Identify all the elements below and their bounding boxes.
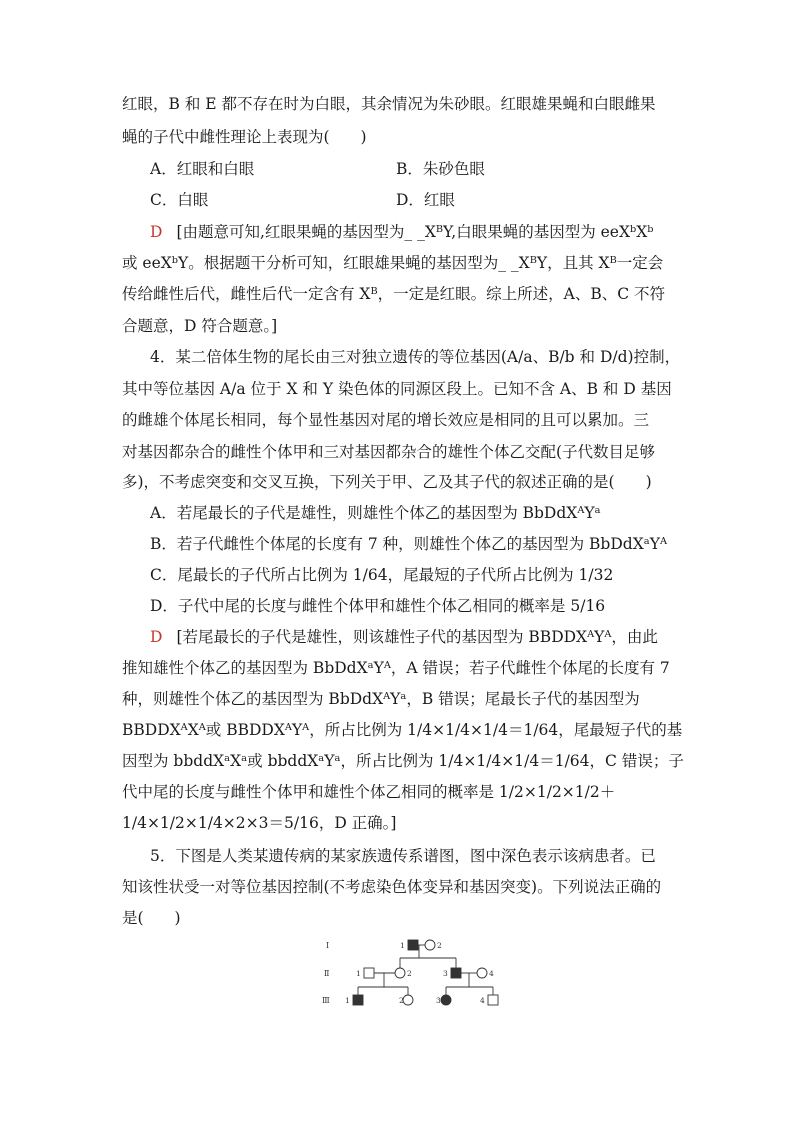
explanation-line — [150, 222, 710, 242]
individual-label: 2 — [399, 996, 404, 1005]
answer-letter: D — [150, 628, 163, 646]
option-a: A．红眼和白眼 — [150, 160, 255, 178]
explanation-line: 1/4×1/2×1/4×2×3＝5/16，D 正确。] — [122, 814, 397, 832]
affected-male — [451, 968, 461, 978]
question-line: 5．下图是人类某遗传病的某家族遗传系谱图，图中深色表示该病患者。已 — [150, 847, 656, 865]
affected-female — [441, 995, 451, 1005]
option-b: B．朱砂色眼 — [396, 160, 485, 178]
affected-male — [353, 995, 363, 1005]
individual-label: 1 — [356, 969, 361, 978]
unaffected-female — [403, 995, 413, 1005]
explanation-text: [由题意可知,红眼果蝇的基因型为_ _XᴮY,白眼果蝇的基因型为 eeXᵇXᵇ — [176, 223, 654, 241]
question-line: 其中等位基因 A/a 位于 X 和 Y 染色体的同源区段上。已知不含 A、B 和 D 基因 — [122, 380, 672, 398]
question-line: 是( ) — [122, 909, 181, 927]
generation-label: Ⅰ — [326, 941, 330, 950]
question-line: 多)，不考虑突变和交叉互换，下列关于甲、乙及其子代的叙述正确的是( ) — [122, 473, 652, 491]
individual-label: 1 — [400, 941, 405, 950]
individual-label: 2 — [437, 941, 442, 950]
explanation-line: 因型为 bbddXᵃXᵃ或 bbddXᵃYᵃ，所占比例为 1/4×1/4×1/4＝1/64，C 错误；子 — [122, 752, 684, 770]
explanation-line: 代中尾的长度与雌性个体甲和雄性个体乙相同的概率是 1/2×1/2×1/2＋ — [122, 783, 616, 801]
individual-label: 1 — [345, 996, 350, 1005]
explanation-line: 种，则雄性个体乙的基因型为 BbDdXᴬYᵃ，B 错误；尾最长子代的基因型为 — [122, 690, 640, 708]
option-a: A．若尾最长的子代是雄性，则雄性个体乙的基因型为 BbDdXᴬYᵃ — [150, 504, 601, 522]
individual-label: 2 — [407, 969, 412, 978]
affected-male — [408, 940, 418, 950]
explanation-line: 传给雌性后代，雌性后代一定含有 Xᴮ，一定是红眼。综上所述，A、B、C 不符 — [122, 285, 666, 303]
unaffected-female — [395, 968, 405, 978]
explanation-line — [150, 627, 710, 647]
unaffected-male — [364, 968, 374, 978]
text-line: 红眼，B 和 E 都不存在时为白眼，其余情况为朱砂眼。红眼雄果蝇和白眼雌果 — [122, 95, 656, 113]
generation-label: Ⅱ — [324, 969, 330, 978]
generation-label: Ⅲ — [322, 996, 330, 1005]
question-line: 的雌雄个体尾长相同，每个显性基因对尾的增长效应是相同的且可以累加。三 — [122, 411, 650, 429]
individual-label: 4 — [489, 969, 494, 978]
option-c: C．白眼 — [150, 191, 209, 209]
pedigree-chart — [320, 932, 510, 1012]
individual-label: 4 — [480, 996, 485, 1005]
individual-label: 3 — [436, 996, 441, 1005]
option-d: D．红眼 — [396, 191, 455, 209]
individual-label: 3 — [443, 969, 448, 978]
option-d: D．子代中尾的长度与雌性个体甲和雄性个体乙相同的概率是 5/16 — [150, 597, 606, 615]
question-line: 4．某二倍体生物的尾长由三对独立遗传的等位基因(A/a、B/b 和 D/d)控制， — [150, 348, 681, 366]
question-line: 对基因都杂合的雌性个体甲和三对基因都杂合的雄性个体乙交配(子代数目足够 — [122, 443, 656, 461]
unaffected-male — [488, 995, 498, 1005]
explanation-line: BBDDXᴬXᴬ或 BBDDXᴬYᴬ，所占比例为 1/4×1/4×1/4＝1/64，尾最短子代的基 — [122, 721, 683, 739]
explanation-text: [若尾最长的子代是雄性，则该雄性子代的基因型为 BBDDXᴬYᴬ，由此 — [176, 628, 658, 646]
answer-letter: D — [150, 223, 163, 241]
explanation-line: 推知雄性个体乙的基因型为 BbDdXᵃYᴬ，A 错误；若子代雌性个体尾的长度有 7 — [122, 659, 670, 677]
option-c: C．尾最长的子代所占比例为 1/64，尾最短的子代所占比例为 1/32 — [150, 566, 614, 584]
option-b: B．若子代雌性个体尾的长度有 7 种，则雄性个体乙的基因型为 BbDdXᵃYᴬ — [150, 535, 667, 553]
explanation-line: 合题意，D 符合题意。] — [122, 317, 278, 335]
unaffected-female — [425, 940, 435, 950]
explanation-line: 或 eeXᵇY。根据题干分析可知，红眼雄果蝇的基因型为_ _XᴮY，且其 Xᴮ一定会 — [122, 254, 664, 272]
text-line: 蝇的子代中雌性理论上表现为( ) — [122, 128, 367, 146]
question-line: 知该性状受一对等位基因控制(不考虑染色体变异和基因突变)。下列说法正确的 — [122, 878, 662, 896]
unaffected-female — [477, 968, 487, 978]
